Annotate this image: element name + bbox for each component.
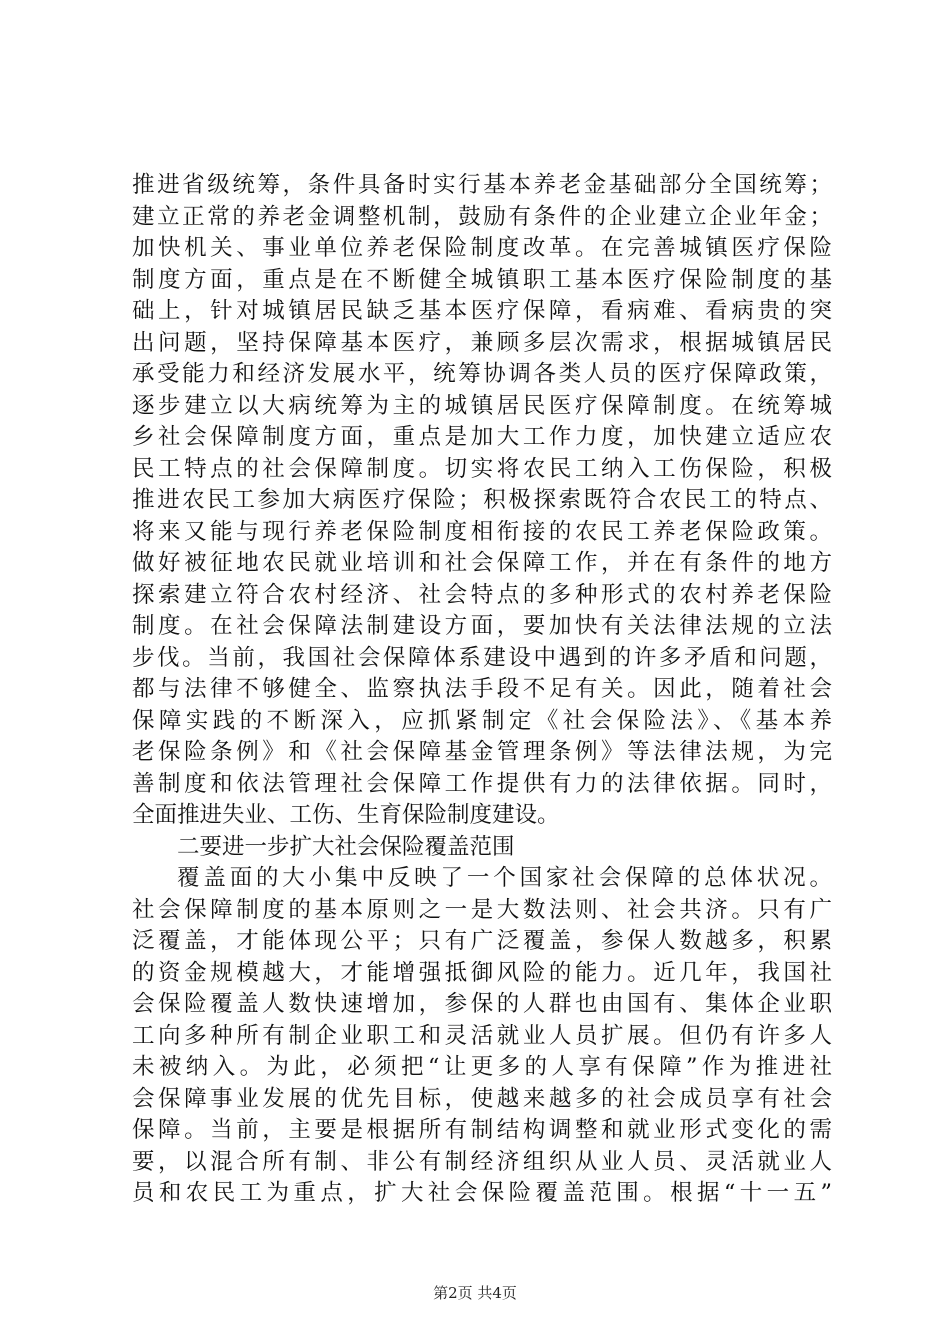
text-line: 加快机关、事业单位养老保险制度改革。在完善城镇医疗保险 xyxy=(132,235,832,261)
text-line: 逐步建立以大病统筹为主的城镇居民医疗保障制度。在统筹城 xyxy=(132,392,832,419)
text-line: 都与法律不够健全、监察执法手段不足有关。因此，随着社会 xyxy=(132,676,832,702)
text-line: 探索建立符合农村经济、社会特点的多种形式的农村养老保险 xyxy=(132,581,832,608)
text-line: 保障。当前，主要是根据所有制结构调整和就业形式变化的需 xyxy=(132,1117,832,1143)
text-line: 推进农民工参加大病医疗保险；积极探索既符合农民工的特点、 xyxy=(132,487,832,513)
text-line: 乡社会保障制度方面，重点是加大工作力度，加快建立适应农 xyxy=(132,424,832,450)
text-line: 建立正常的养老金调整机制，鼓励有条件的企业建立企业年金； xyxy=(132,203,832,230)
text-line: 民工特点的社会保障制度。切实将农民工纳入工伤保险，积极 xyxy=(132,455,832,482)
page-number-label: 第2页 共4页 xyxy=(433,1284,517,1302)
text-line: 工向多种所有制企业职工和灵活就业人员扩展。但仍有许多人 xyxy=(132,1022,832,1049)
text-line: 善制度和依法管理社会保障工作提供有力的法律依据。同时， xyxy=(132,770,832,797)
text-line: 制度方面，重点是在不断健全城镇职工基本医疗保险制度的基 xyxy=(132,266,832,293)
text-line: 未被纳入。为此，必须把“让更多的人享有保障”作为推进社 xyxy=(132,1054,832,1080)
text-line: 保障实践的不断深入，应抓紧制定《社会保险法》、《基本养 xyxy=(132,707,832,734)
text-line: 推进省级统筹，条件具备时实行基本养老金基础部分全国统筹； xyxy=(132,172,832,198)
text-line: 制度。在社会保障法制建设方面，要加快有关法律法规的立法 xyxy=(132,613,832,639)
text-line: 将来又能与现行养老保险制度相衔接的农民工养老保险政策。 xyxy=(132,518,832,545)
text-line: 要，以混合所有制、非公有制经济组织从业人员、灵活就业人 xyxy=(132,1148,832,1175)
section-heading: 二要进一步扩大社会保险覆盖范围 xyxy=(177,833,515,860)
document-body xyxy=(132,170,832,1210)
page-footer xyxy=(0,1283,950,1303)
text-line: 做好被征地农民就业培训和社会保障工作，并在有条件的地方 xyxy=(132,550,832,576)
text-line: 的资金规模越大，才能增强抵御风险的能力。近几年，我国社 xyxy=(132,959,832,986)
text-line: 社会保障制度的基本原则之一是大数法则、社会共济。只有广 xyxy=(132,896,832,923)
text-line: 础上，针对城镇居民缺乏基本医疗保障，看病难、看病贵的突 xyxy=(132,298,832,324)
text-line: 出问题，坚持保障基本医疗，兼顾多层次需求，根据城镇居民 xyxy=(132,329,832,356)
text-line: 泛覆盖，才能体现公平；只有广泛覆盖，参保人数越多，积累 xyxy=(132,928,832,954)
text-line: 会保险覆盖人数快速增加，参保的人群也由国有、集体企业职 xyxy=(132,991,832,1017)
text-line: 会保障事业发展的优先目标，使越来越多的社会成员享有社会 xyxy=(132,1085,832,1112)
text-line: 员和农民工为重点，扩大社会保险覆盖范围。根据“十一五” xyxy=(132,1180,832,1206)
text-line: 步伐。当前，我国社会保障体系建设中遇到的许多矛盾和问题， xyxy=(132,644,832,671)
paragraph-first-line: 覆盖面的大小集中反映了一个国家社会保障的总体状况。 xyxy=(177,865,832,891)
text-line: 承受能力和经济发展水平，统筹协调各类人员的医疗保障政策， xyxy=(132,361,832,387)
text-line: 老保险条例》和《社会保障基金管理条例》等法律法规，为完 xyxy=(132,739,832,765)
text-line: 全面推进失业、工伤、生育保险制度建设。 xyxy=(132,802,560,828)
